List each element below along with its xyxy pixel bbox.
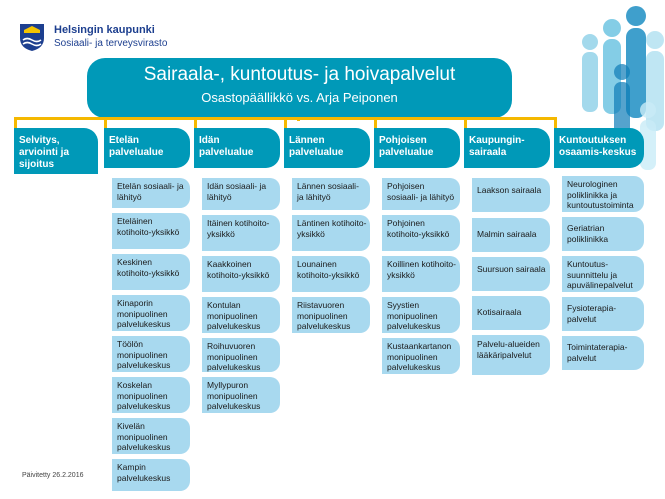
unit-box: Keskinen kotihoito-yksikkö bbox=[112, 254, 190, 290]
unit-box: Kinaporin monipuolinen palvelukeskus bbox=[112, 295, 190, 331]
column-header-kaupunginsairaala: Kaupungin-sairaala bbox=[464, 128, 550, 168]
unit-box: Läntinen kotihoito-yksikkö bbox=[292, 215, 370, 251]
unit-box: Kontulan monipuolinen palvelukeskus bbox=[202, 297, 280, 333]
unit-box: Lännen sosiaali- ja lähityö bbox=[292, 178, 370, 210]
unit-box: Fysioterapia-palvelut bbox=[562, 297, 644, 331]
unit-box: Kaakkoinen kotihoito-yksikkö bbox=[202, 256, 280, 292]
updated-date: Päivitetty 26.2.2016 bbox=[22, 472, 84, 479]
unit-box: Neurologinen poliklinikka ja kuntoutustoiminta bbox=[562, 176, 644, 212]
unit-box: Syystien monipuolinen palvelukeskus bbox=[382, 297, 460, 333]
unit-box: Malmin sairaala bbox=[472, 218, 550, 252]
chart-title: Sairaala-, kuntoutus- ja hoivapalvelut bbox=[143, 64, 456, 85]
column-header-kuntoutus: Kuntoutuksen osaamis-keskus bbox=[554, 128, 644, 168]
unit-box: Lounainen kotihoito-yksikkö bbox=[292, 256, 370, 292]
unit-box: Palvelu-alueiden lääkäripalvelut bbox=[472, 335, 550, 375]
org-subtitle: Sosiaali- ja terveysvirasto bbox=[54, 38, 168, 49]
unit-box: Eteläinen kotihoito-yksikkö bbox=[112, 213, 190, 249]
unit-box: Itäinen kotihoito-yksikkö bbox=[202, 215, 280, 251]
unit-box: Idän sosiaali- ja lähityö bbox=[202, 178, 280, 210]
unit-box: Töölön monipuolinen palvelukeskus bbox=[112, 336, 190, 372]
chart-subtitle: Osastopäällikkö vs. Arja Peiponen bbox=[201, 90, 398, 105]
unit-box: Laakson sairaala bbox=[472, 178, 550, 212]
unit-box: Kotisairaala bbox=[472, 296, 550, 330]
unit-box: Pohjoinen kotihoito-yksikkö bbox=[382, 215, 460, 251]
unit-box: Kuntoutus-suunnittelu ja apuvälinepalvelut bbox=[562, 256, 644, 292]
unit-box: Riistavuoren monipuolinen palvelukeskus bbox=[292, 297, 370, 333]
person-silhouette-1 bbox=[582, 34, 598, 112]
unit-box: Myllypuron monipuolinen palvelukeskus bbox=[202, 377, 280, 413]
column-header-etela: Etelän palvelualue bbox=[104, 128, 190, 168]
unit-box: Kivelän monipuolinen palvelukeskus bbox=[112, 418, 190, 454]
column-header-ita: Idän palvelualue bbox=[194, 128, 280, 168]
column-header-selvitys: Selvitys, arviointi ja sijoitus bbox=[14, 128, 98, 174]
column-header-pohjoinen: Pohjoisen palvelualue bbox=[374, 128, 460, 168]
unit-box: Koskelan monipuolinen palvelukeskus bbox=[112, 377, 190, 413]
unit-box: Kustaankartanon monipuolinen palvelukeskus bbox=[382, 338, 460, 374]
column-header-lansi: Lännen palvelualue bbox=[284, 128, 370, 168]
helsinki-crest-icon bbox=[18, 22, 46, 52]
unit-box: Pohjoisen sosiaali- ja lähityö bbox=[382, 178, 460, 210]
unit-box: Geriatrian poliklinikka bbox=[562, 217, 644, 251]
unit-box: Suursuon sairaala bbox=[472, 257, 550, 291]
org-name: Helsingin kaupunki bbox=[54, 24, 155, 36]
unit-box: Toimintaterapia-palvelut bbox=[562, 336, 644, 370]
unit-box: Kampin palvelukeskus bbox=[112, 459, 190, 491]
unit-box: Koillinen kotihoito-yksikkö bbox=[382, 256, 460, 292]
unit-box: Roihuvuoren monipuolinen palvelukeskus bbox=[202, 338, 280, 372]
unit-box: Etelän sosiaali- ja lähityö bbox=[112, 178, 190, 208]
